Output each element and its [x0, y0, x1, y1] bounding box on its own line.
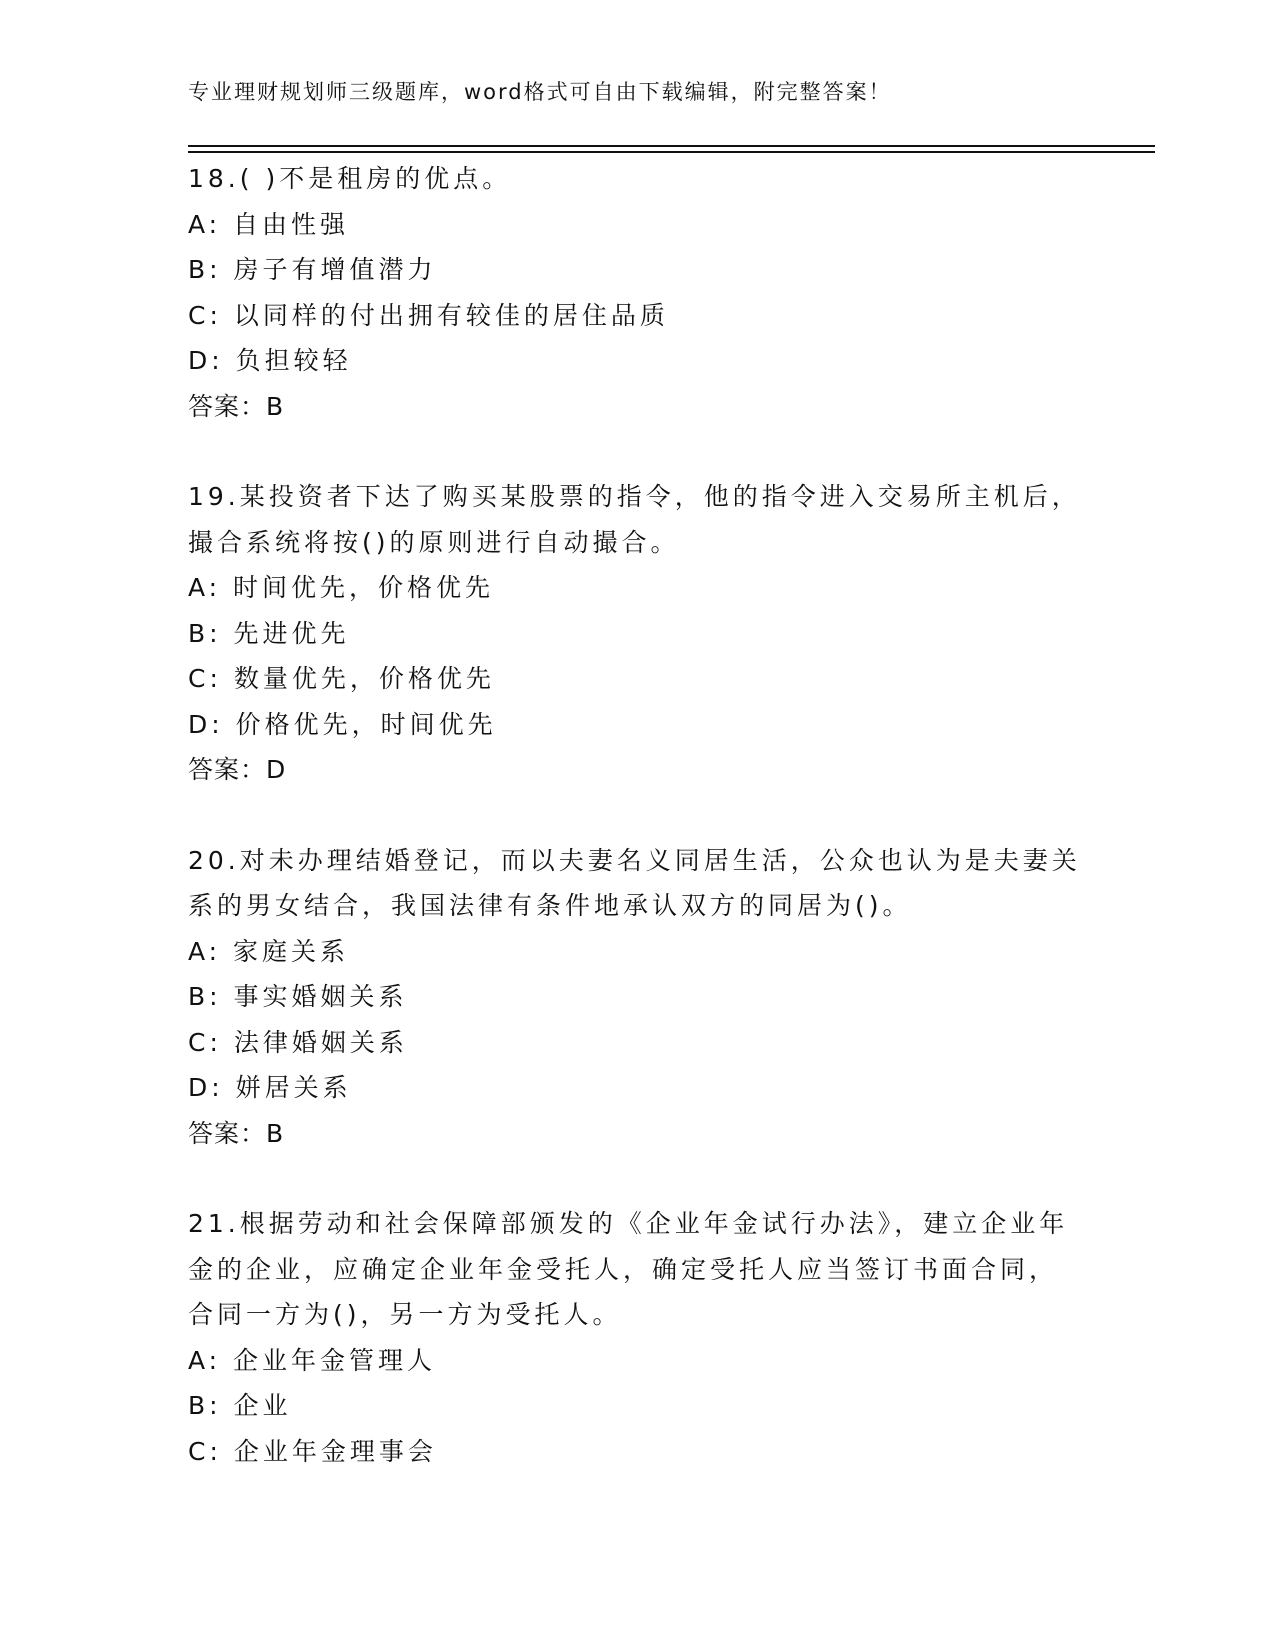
question-stem: 20.对未办理结婚登记，而以夫妻名义同居生活，公众也认为是夫妻关 — [188, 845, 1081, 875]
option-d: D: 姘居关系 — [188, 1073, 352, 1102]
question-21 — [188, 1201, 1088, 1474]
question-19 — [188, 474, 1088, 793]
question-stem: 21.根据劳动和社会保障部颁发的《企业年金试行办法》，建立企业年 — [188, 1209, 1069, 1238]
answer: 答案：B — [188, 1118, 285, 1148]
option-a: A: 企业年金管理人 — [188, 1345, 437, 1375]
question-stem: 撮合系统将按()的原则进行自动撮合。 — [188, 527, 680, 557]
question-stem: 系的男女结合，我国法律有条件地承认双方的同居为()。 — [188, 891, 912, 920]
question-stem: 金的企业，应确定企业年金受托人，确定受托人应当签订书面合同， — [188, 1254, 1059, 1284]
option-c: C: 以同样的付出拥有较佳的居住品质 — [188, 300, 669, 330]
question-stem: 18.( )不是租房的优点。 — [188, 164, 512, 193]
option-c: C: 企业年金理事会 — [188, 1436, 437, 1466]
answer: 答案：B — [188, 391, 285, 421]
option-b: B: 企业 — [188, 1391, 292, 1420]
answer: 答案：D — [188, 755, 287, 784]
header-rule-top — [188, 145, 1155, 147]
page-header: 专业理财规划师三级题库，word格式可自由下载编辑，附完整答案！ — [188, 80, 892, 104]
question-stem: 合同一方为()，另一方为受托人。 — [188, 1300, 622, 1329]
option-b: B: 事实婚姻关系 — [188, 982, 408, 1011]
option-a: A: 自由性强 — [188, 209, 350, 239]
option-b: B: 先进优先 — [188, 618, 350, 648]
question-stem: 19.某投资者下达了购买某股票的指令，他的指令进入交易所主机后， — [188, 482, 1081, 511]
header-rule-bottom — [188, 151, 1155, 153]
question-20 — [188, 838, 1088, 1157]
option-a: A: 家庭关系 — [188, 936, 350, 966]
option-d: D: 负担较轻 — [188, 346, 352, 375]
option-c: C: 法律婚姻关系 — [188, 1027, 408, 1057]
option-c: C: 数量优先，价格优先 — [188, 664, 495, 693]
option-d: D: 价格优先，时间优先 — [188, 709, 497, 739]
option-a: A: 时间优先，价格优先 — [188, 573, 495, 602]
question-list — [188, 156, 1088, 1519]
question-18 — [188, 156, 1088, 429]
option-b: B: 房子有增值潜力 — [188, 255, 437, 284]
